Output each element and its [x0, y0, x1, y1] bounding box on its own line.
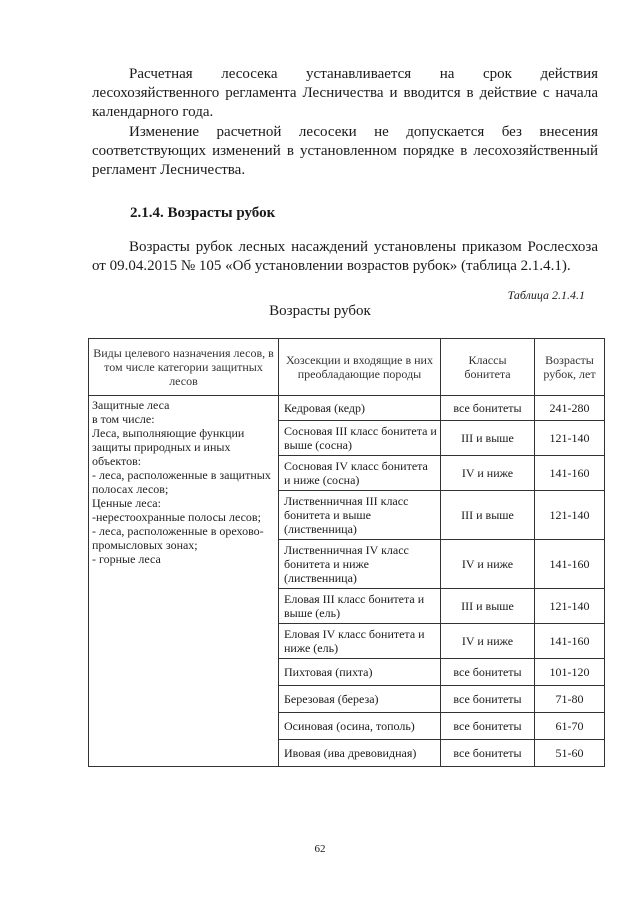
- age-cell: 101-120: [535, 659, 605, 686]
- purpose-line: - горные леса: [92, 552, 161, 566]
- bonitet-cell: III и выше: [441, 589, 535, 624]
- age-cell: 141-160: [535, 624, 605, 659]
- age-cell: 61-70: [535, 713, 605, 740]
- bonitet-cell: IV и ниже: [441, 540, 535, 589]
- paragraph-cutting-area-change: Изменение расчетной лесосеки не допускается без внесения соответствующих изменений в установленном порядке в лесохозяйственный регламент Лесничества.: [92, 124, 598, 178]
- age-cell: 141-160: [535, 540, 605, 589]
- age-cell: 121-140: [535, 491, 605, 540]
- purpose-line: Ценные леса:: [92, 496, 161, 510]
- bonitet-cell: все бонитеты: [441, 396, 535, 421]
- purpose-line: - леса, расположенные в орехово-промысловых зонах;: [92, 524, 264, 552]
- species-cell: Еловая IV класс бонитета и ниже (ель): [279, 624, 441, 659]
- age-cell: 241-280: [535, 396, 605, 421]
- age-cell: 121-140: [535, 421, 605, 456]
- table-label: Таблица 2.1.4.1: [507, 288, 585, 302]
- species-cell: Сосновая IV класс бонитета и ниже (сосна): [279, 456, 441, 491]
- bonitet-cell: IV и ниже: [441, 624, 535, 659]
- header-species: Хозсекции и входящие в них преобладающие породы: [279, 339, 441, 396]
- cutting-ages-table: [88, 338, 605, 767]
- species-cell: Лиственничная IV класс бонитета и ниже (лиственница): [279, 540, 441, 589]
- page-number: 62: [314, 843, 326, 855]
- purpose-line: -нерестоохранные полосы лесов;: [92, 510, 261, 524]
- bonitet-cell: III и выше: [441, 421, 535, 456]
- age-cell: 141-160: [535, 456, 605, 491]
- table-title: Возрасты рубок: [269, 303, 371, 319]
- bonitet-cell: все бонитеты: [441, 740, 535, 767]
- purpose-line: Защитные леса: [92, 398, 170, 412]
- species-cell: Пихтовая (пихта): [279, 659, 441, 686]
- age-cell: 51-60: [535, 740, 605, 767]
- paragraph-cutting-ages: Возрасты рубок лесных насаждений установлены приказом Рослесхоза от 09.04.2015 № 105 «Об установлении возрастов рубок» (таблица 2.1.4.1).: [92, 239, 598, 274]
- section-heading: 2.1.4. Возрасты рубок: [130, 205, 276, 221]
- table-header-row: [89, 339, 605, 396]
- header-age: Возрасты рубок, лет: [535, 339, 605, 396]
- bonitet-cell: III и выше: [441, 491, 535, 540]
- bonitet-cell: все бонитеты: [441, 659, 535, 686]
- species-cell: Ивовая (ива древовидная): [279, 740, 441, 767]
- purpose-cell: [89, 396, 279, 767]
- age-cell: 121-140: [535, 589, 605, 624]
- purpose-line: Леса, выполняющие функции защиты природных и иных объектов:: [92, 426, 245, 468]
- header-bonitet: Классы бонитета: [441, 339, 535, 396]
- header-purpose: Виды целевого назначения лесов, в том числе категории защитных лесов: [89, 339, 279, 396]
- species-cell: Лиственничная III класс бонитета и выше (лиственница): [279, 491, 441, 540]
- table-row: [89, 396, 605, 421]
- purpose-line: в том числе:: [92, 412, 155, 426]
- paragraph-cutting-area-term: Расчетная лесосека устанавливается на срок действия лесохозяйственного регламента Лесничества и вводится в действие с начала календарного года.: [92, 66, 598, 120]
- age-cell: 71-80: [535, 686, 605, 713]
- purpose-line: - леса, расположенные в защитных полосах лесов;: [92, 468, 271, 496]
- bonitet-cell: IV и ниже: [441, 456, 535, 491]
- species-cell: Осиновая (осина, тополь): [279, 713, 441, 740]
- species-cell: Еловая III класс бонитета и выше (ель): [279, 589, 441, 624]
- species-cell: Сосновая III класс бонитета и выше (сосна): [279, 421, 441, 456]
- species-cell: Березовая (береза): [279, 686, 441, 713]
- species-cell: Кедровая (кедр): [279, 396, 441, 421]
- bonitet-cell: все бонитеты: [441, 713, 535, 740]
- bonitet-cell: все бонитеты: [441, 686, 535, 713]
